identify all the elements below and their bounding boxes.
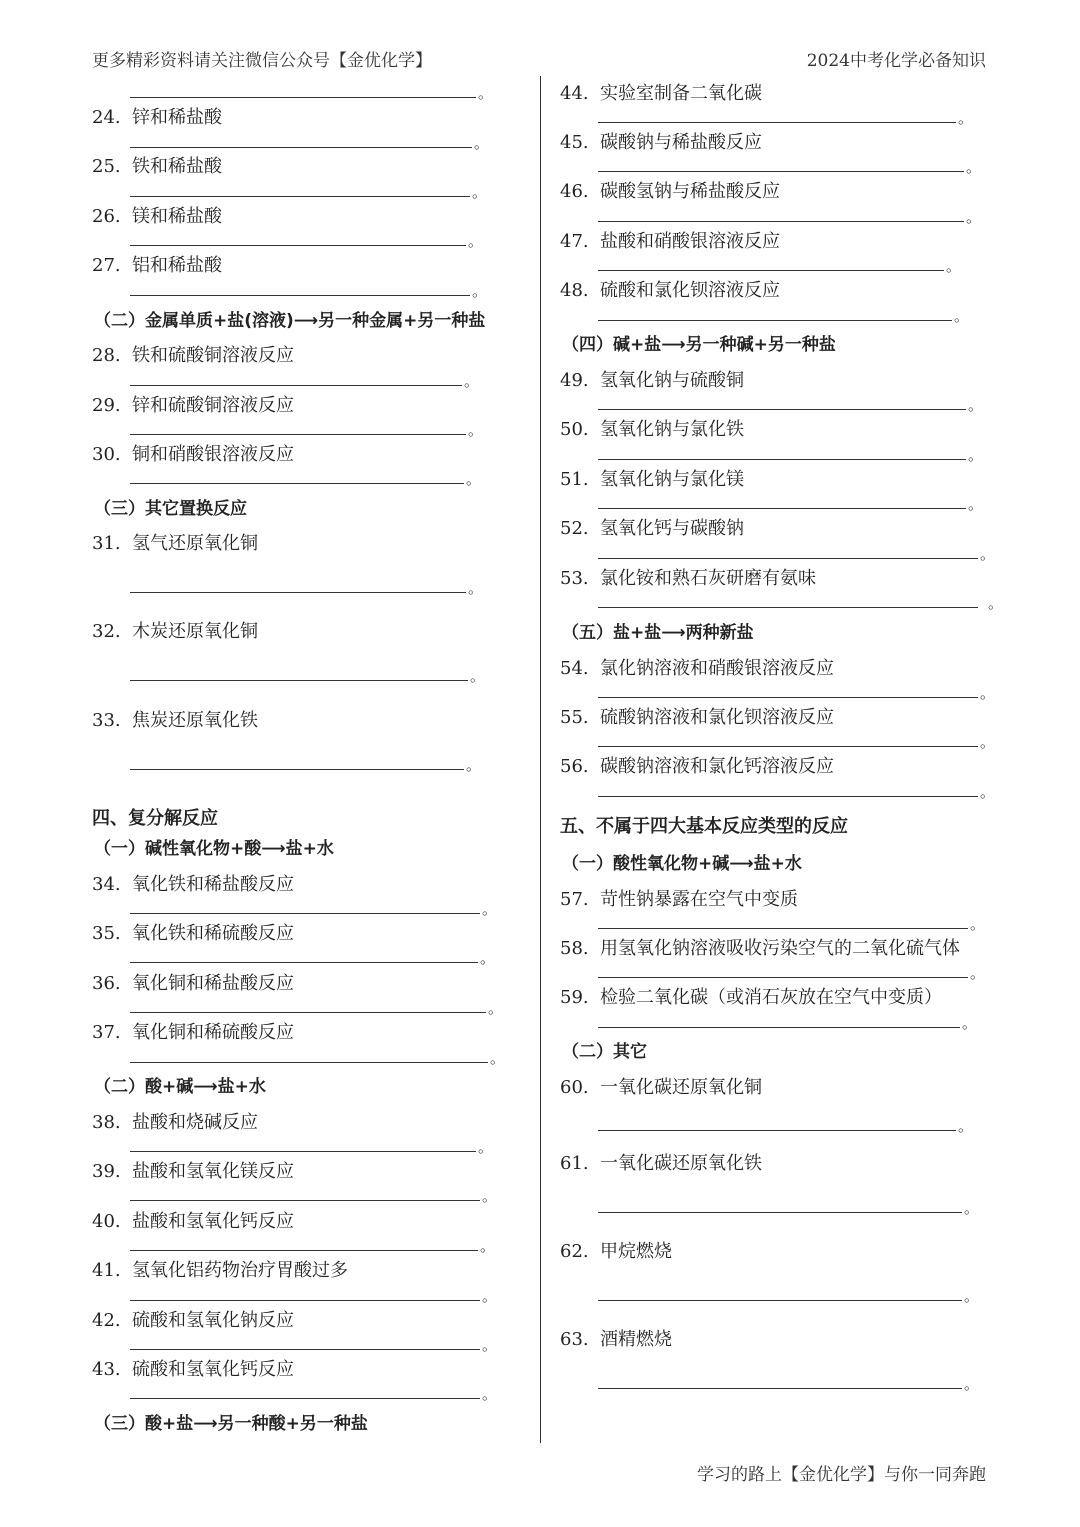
answer-line[interactable] [598,270,944,271]
answer-line[interactable] [598,1027,960,1028]
question-item: 47. 盐酸和硝酸银溶液反应 [560,231,780,252]
chapter-heading: 五、不属于四大基本反应类型的反应 [560,816,848,837]
question-item: 38. 盐酸和烧碱反应 [92,1112,258,1133]
answer-line[interactable] [598,1130,956,1131]
answer-period: 。 [480,949,496,967]
section-heading: （一）碱性氧化物+酸⟶盐+水 [94,839,334,859]
answer-line[interactable] [130,196,470,197]
answer-period: 。 [472,282,488,300]
section-heading: （四）碱+盐⟶另一种碱+另一种盐 [562,335,836,355]
section-heading: （二）金属单质+盐(溶液)⟶另一种金属+另一种盐 [94,311,486,331]
answer-period: 。 [980,545,996,563]
answer-line[interactable] [130,434,466,435]
question-item: 33. 焦炭还原氧化铁 [92,710,258,731]
answer-period: 。 [468,232,484,250]
answer-line[interactable] [130,1300,480,1301]
answer-period: 。 [480,1237,496,1255]
answer-line[interactable] [598,221,964,222]
answer-line[interactable] [598,320,952,321]
question-item: 41. 氢氧化铝药物治疗胃酸过多 [92,1260,348,1281]
column-divider [540,76,541,1443]
answer-line[interactable] [598,1388,962,1389]
question-item: 48. 硫酸和氯化钡溶液反应 [560,280,780,301]
answer-line[interactable] [130,680,468,681]
question-item: 35. 氧化铁和稀硫酸反应 [92,923,294,944]
question-item: 27. 铝和稀盐酸 [92,255,222,276]
answer-period: 。 [954,307,970,325]
answer-line[interactable] [130,295,470,296]
question-item: 58. 用氢氧化钠溶液吸收污染空气的二氧化硫气体 [560,938,960,959]
answer-line[interactable] [598,1300,962,1301]
answer-period: 。 [474,134,490,152]
answer-line[interactable] [598,746,978,747]
answer-period: 。 [468,421,484,439]
question-item: 32. 木炭还原氧化铜 [92,621,258,642]
answer-line[interactable] [130,245,466,246]
answer-period: 。 [968,495,984,513]
answer-period: 。 [490,1049,506,1067]
answer-line[interactable] [130,385,462,386]
answer-period: 。 [478,1138,494,1156]
question-item: 46. 碳酸氢钠与稀盐酸反应 [560,181,780,202]
question-item: 56. 碳酸钠溶液和氯化钙溶液反应 [560,756,834,777]
header-left: 更多精彩资料请关注微信公众号【金优化学】 [92,51,432,71]
answer-period: 。 [966,158,982,176]
answer-period: 。 [466,756,482,774]
answer-line[interactable] [598,977,968,978]
question-item: 24. 锌和稀盐酸 [92,107,222,128]
answer-period: 。 [968,446,984,464]
answer-line[interactable] [598,558,978,559]
question-item: 57. 苛性钠暴露在空气中变质 [560,889,798,910]
answer-period: 。 [946,257,962,275]
chapter-heading: 四、复分解反应 [92,808,218,829]
answer-period: 。 [968,396,984,414]
question-item: 54. 氯化钠溶液和硝酸银溶液反应 [560,658,834,679]
answer-line[interactable] [130,1398,480,1399]
answer-line[interactable] [130,483,464,484]
question-item: 60. 一氧化碳还原氧化铜 [560,1077,762,1098]
answer-line[interactable] [130,592,466,593]
answer-period: 。 [962,1014,978,1032]
answer-period: 。 [466,470,482,488]
answer-period: 。 [482,1187,498,1205]
answer-line[interactable] [130,1151,476,1152]
answer-line[interactable] [598,409,966,410]
question-item: 29. 锌和硫酸铜溶液反应 [92,395,294,416]
question-item: 50. 氢氧化钠与氯化铁 [560,419,744,440]
question-item: 62. 甲烷燃烧 [560,1241,672,1262]
answer-period: 。 [482,1287,498,1305]
answer-period: 。 [470,667,486,685]
answer-period: 。 [468,579,484,597]
question-item: 59. 检验二氧化碳（或消石灰放在空气中变质） [560,987,942,1008]
answer-line[interactable] [130,962,478,963]
question-item: 40. 盐酸和氢氧化钙反应 [92,1211,294,1232]
answer-line[interactable] [598,508,966,509]
question-item: 51. 氢氧化钠与氯化镁 [560,469,744,490]
answer-line[interactable] [130,1012,486,1013]
answer-line[interactable] [130,97,476,98]
section-heading: （一）酸性氧化物+碱⟶盐+水 [562,854,802,874]
footer-slogan: 学习的路上【金优化学】与你一同奔跑 [697,1465,986,1485]
answer-period: 。 [482,1336,498,1354]
section-heading: （三）其它置换反应 [94,499,247,519]
question-item: 37. 氧化铜和稀硫酸反应 [92,1022,294,1043]
question-item: 34. 氧化铁和稀盐酸反应 [92,874,294,895]
answer-line[interactable] [598,459,966,460]
question-item: 53. 氯化铵和熟石灰研磨有氨味 [560,568,816,589]
question-item: 43. 硫酸和氢氧化钙反应 [92,1359,294,1380]
answer-period: 。 [464,372,480,390]
answer-line[interactable] [598,1212,962,1213]
answer-period: 。 [980,783,996,801]
answer-period: 。 [482,900,498,918]
answer-line[interactable] [130,1062,488,1063]
answer-period: 。 [958,1117,974,1135]
question-item: 39. 盐酸和氢氧化镁反应 [92,1161,294,1182]
answer-period: 。 [964,1375,980,1393]
question-item: 52. 氢氧化钙与碳酸钠 [560,518,744,539]
section-heading: （二）酸+碱⟶盐+水 [94,1077,266,1097]
question-item: 26. 镁和稀盐酸 [92,206,222,227]
answer-period: 。 [966,208,982,226]
section-heading: （三）酸+盐⟶另一种酸+另一种盐 [94,1414,368,1434]
answer-line[interactable] [598,122,956,123]
answer-line[interactable] [130,769,464,770]
answer-line[interactable] [130,147,472,148]
answer-period: 。 [488,999,504,1017]
answer-period: 。 [958,109,974,127]
answer-period: 。 [980,733,996,751]
section-heading: （二）其它 [562,1042,647,1062]
answer-line[interactable] [130,1349,480,1350]
answer-period: 。 [988,594,1004,612]
answer-period: 。 [478,84,494,102]
answer-period: 。 [964,1287,980,1305]
answer-period: 。 [472,183,488,201]
question-item: 30. 铜和硝酸银溶液反应 [92,444,294,465]
section-heading: （五）盐+盐⟶两种新盐 [562,623,754,643]
question-item: 44. 实验室制备二氧化碳 [560,83,762,104]
question-item: 55. 硫酸钠溶液和氯化钡溶液反应 [560,707,834,728]
answer-period: 。 [970,964,986,982]
answer-line[interactable] [130,1200,480,1201]
question-item: 45. 碳酸钠与稀盐酸反应 [560,132,762,153]
question-item: 61. 一氧化碳还原氧化铁 [560,1153,762,1174]
question-item: 31. 氢气还原氧化铜 [92,533,258,554]
answer-period: 。 [980,684,996,702]
question-item: 49. 氢氧化钠与硫酸铜 [560,370,744,391]
question-item: 42. 硫酸和氢氧化钠反应 [92,1310,294,1331]
answer-period: 。 [970,915,986,933]
header-right: 2024中考化学必备知识 [806,51,986,71]
answer-line[interactable] [130,913,480,914]
question-item: 25. 铁和稀盐酸 [92,156,222,177]
answer-period: 。 [964,1199,980,1217]
question-item: 28. 铁和硫酸铜溶液反应 [92,345,294,366]
answer-line[interactable] [598,171,964,172]
answer-line[interactable] [598,607,978,608]
question-item: 36. 氧化铜和稀盐酸反应 [92,973,294,994]
answer-line[interactable] [130,1250,478,1251]
answer-line[interactable] [598,928,968,929]
question-item: 63. 酒精燃烧 [560,1329,672,1350]
answer-period: 。 [482,1385,498,1403]
answer-line[interactable] [598,796,978,797]
answer-line[interactable] [598,697,978,698]
